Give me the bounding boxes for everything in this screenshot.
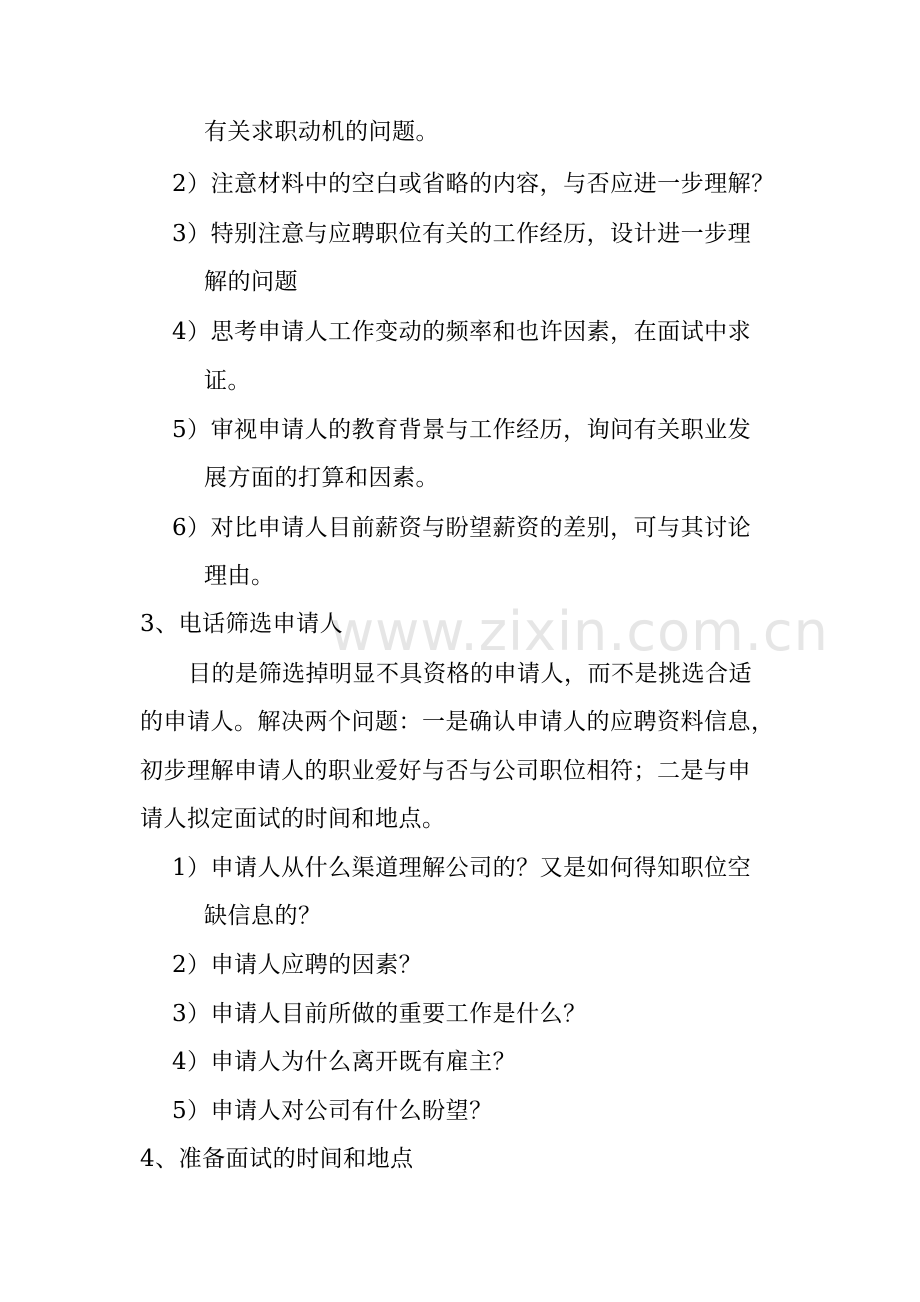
list-item: 2）申请人应聘的因素？ [172, 952, 423, 978]
watermark: www.zixin.com.cn [330, 600, 829, 663]
text-line: 缺信息的？ [204, 903, 322, 929]
text-line: 展方面的打算和因素。 [204, 465, 439, 491]
section-heading: 4、准备面试的时间和地点 [140, 1146, 414, 1172]
paragraph-line: 请人拟定面试的时间和地点。 [140, 806, 446, 832]
paragraph-line: 的申请人。解决两个问题：一是确认申请人的应聘资料信息， [140, 709, 775, 735]
paragraph-line: 目的是筛选掉明显不具资格的申请人，而不是挑选合适 [188, 661, 752, 687]
text-line: 解的问题 [204, 269, 298, 295]
list-item: 2）注意材料中的空白或省略的内容，与否应进一步理解？ [172, 171, 775, 197]
list-item: 3）特别注意与应聘职位有关的工作经历，设计进一步理 [172, 221, 752, 247]
list-item: 4）思考申请人工作变动的频率和也许因素，在面试中求 [172, 319, 752, 345]
text-line: 证。 [204, 368, 251, 394]
text-line: 理由。 [204, 563, 275, 589]
paragraph-line: 初步理解申请人的职业爱好与否与公司职位相符；二是与申 [140, 758, 751, 784]
list-item: 1）申请人从什么渠道理解公司的？又是如何得知职位空 [172, 855, 752, 881]
text-line: 有关求职动机的问题。 [204, 119, 439, 145]
list-item: 6）对比申请人目前薪资与盼望薪资的差别，可与其讨论 [172, 515, 752, 541]
section-heading: 3、电话筛选申请人 [140, 611, 344, 637]
list-item: 3）申请人目前所做的重要工作是什么？ [172, 1001, 587, 1027]
list-item: 5）申请人对公司有什么盼望？ [172, 1098, 493, 1124]
list-item: 4）申请人为什么离开既有雇主？ [172, 1049, 517, 1075]
list-item: 5）审视申请人的教育背景与工作经历，询问有关职业发 [172, 417, 752, 443]
